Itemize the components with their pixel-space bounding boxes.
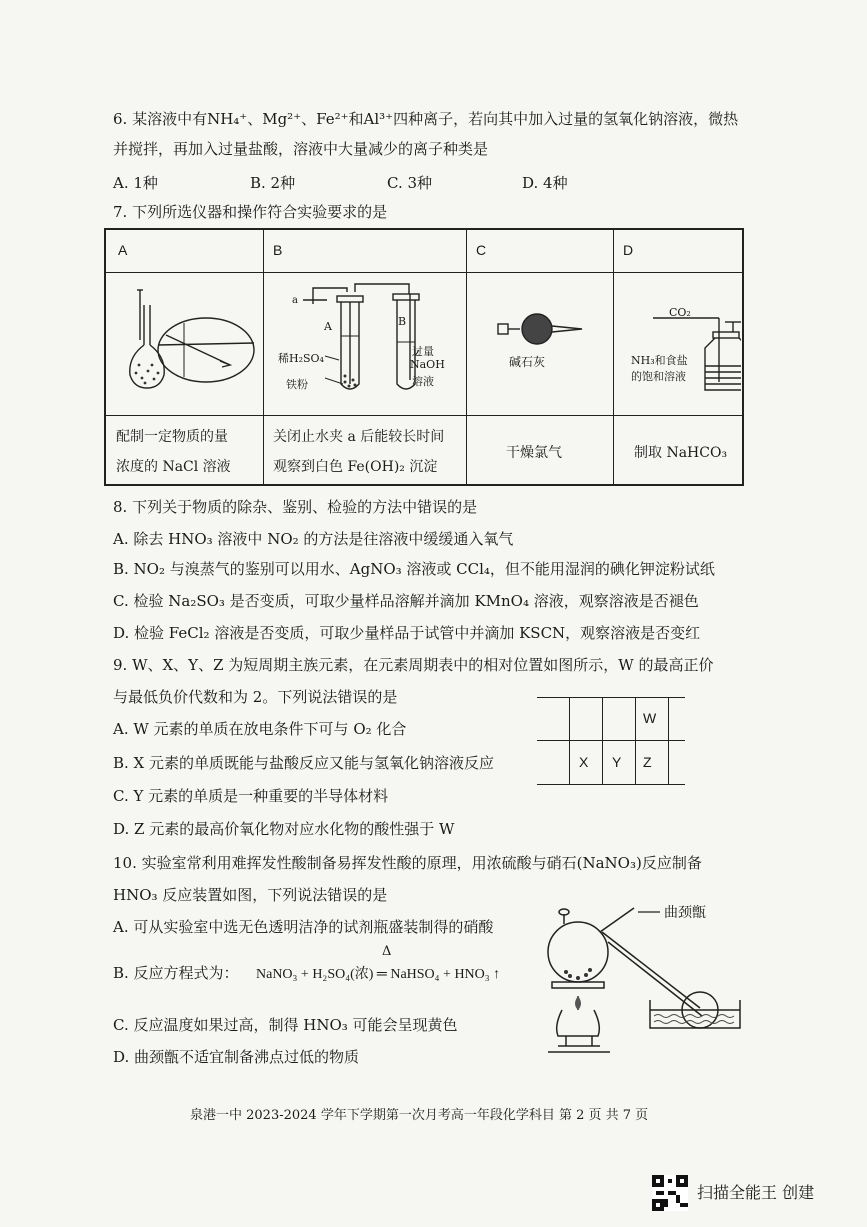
- qr-code-icon: [652, 1175, 688, 1211]
- q6-option-b: B. 2种: [250, 174, 296, 192]
- co2-label: CO₂: [669, 306, 691, 319]
- q9-line2: 与最低负价代数和为 2。下列说法错误的是: [113, 688, 398, 706]
- q10-equation: NaNO₃ + H₂SO₄(浓) ═ NaHSO₄ + HNO₃ ↑: [256, 967, 501, 982]
- q9-option-b: B. X 元素的单质既能与盐酸反应又能与氢氧化钠溶液反应: [113, 754, 495, 772]
- test-tube-apparatus: [269, 280, 464, 412]
- volumetric-flask-diagram: [120, 285, 260, 400]
- scanner-watermark: 扫描全能王 创建: [697, 1183, 815, 1202]
- heat-symbol: Δ: [382, 944, 392, 959]
- q7-desc-b2: 观察到白色 Fe(OH)₂ 沉淀: [273, 459, 438, 475]
- soda-lime-label: 碱石灰: [509, 355, 546, 369]
- q9-option-c: C. Y 元素的单质是一种重要的半导体材料: [113, 787, 389, 805]
- q7-stem: 7. 下列所选仪器和操作符合实验要求的是: [113, 203, 388, 221]
- retort-apparatus-diagram: [540, 900, 745, 1060]
- q7-table: [104, 228, 744, 486]
- q8-stem: 8. 下列关于物质的除杂、鉴别、检验的方法中错误的是: [113, 498, 478, 516]
- drying-tube-diagram: [494, 310, 594, 350]
- q7-desc-a2: 浓度的 NaCl 溶液: [116, 459, 231, 475]
- q7-header-d: D: [623, 242, 634, 258]
- q6-line2: 并搅拌，再加入过量盐酸，溶液中大量减少的离子种类是: [113, 140, 489, 158]
- q7-header-a: A: [118, 242, 128, 258]
- solution-label: 溶液: [412, 375, 434, 388]
- q8-option-b: B. NO₂ 与溴蒸气的鉴别可以用水、AgNO₃ 溶液或 CCl₄，但不能用湿润的碘化钾淀粉试纸: [113, 560, 715, 578]
- q7-header-c: C: [476, 242, 487, 258]
- element-x: X: [579, 754, 589, 770]
- q6-option-d: D. 4种: [522, 174, 568, 192]
- q8-option-a: A. 除去 HNO₃ 溶液中 NO₂ 的方法是往溶液中缓缓通入氧气: [113, 530, 514, 548]
- q7-header-b: B: [273, 242, 283, 258]
- periodic-table-grid: [537, 697, 685, 785]
- element-z: Z: [643, 754, 652, 770]
- retort-label: 曲颈甑: [664, 905, 706, 921]
- naoh-label: NaOH: [410, 358, 445, 371]
- tube-a-label: A: [324, 320, 332, 333]
- q7-desc-d: 制取 NaHCO₃: [634, 445, 728, 461]
- element-y: Y: [612, 754, 622, 770]
- element-w: W: [643, 710, 657, 726]
- tube-b-label: B: [398, 315, 407, 328]
- q6-line1: 6. 某溶液中有NH₄⁺、Mg²⁺、Fe²⁺和Al³⁺四种离子，若向其中加入过量的氢氧化钠溶液，微热: [113, 110, 739, 128]
- q7-desc-a1: 配制一定物质的量: [116, 429, 228, 445]
- excess-label: 过量: [412, 345, 434, 358]
- q10-line1: 10. 实验室常利用难挥发性酸制备易挥发性酸的原理，用浓硫酸与硝石(NaNO₃)反应制备: [113, 854, 702, 872]
- q8-option-c: C. 检验 Na₂SO₃ 是否变质，可取少量样品溶解并滴加 KMnO₄ 溶液，观察溶液是否褪色: [113, 592, 699, 610]
- clamp-a-label: a: [292, 295, 298, 306]
- q9-option-a: A. W 元素的单质在放电条件下可与 O₂ 化合: [113, 720, 407, 738]
- q10-option-d: D. 曲颈甑不适宜制备沸点过低的物质: [113, 1048, 360, 1066]
- q9-option-d: D. Z 元素的最高价氧化物对应水化物的酸性强于 W: [113, 820, 455, 838]
- q7-desc-b1: 关闭止水夹 a 后能较长时间: [273, 429, 445, 445]
- dilute-h2so4-label: 稀H₂SO₄: [278, 352, 324, 365]
- q10-line2: HNO₃ 反应装置如图，下列说法错误的是: [113, 886, 388, 904]
- q10-option-c: C. 反应温度如果过高，制得 HNO₃ 可能会呈现黄色: [113, 1016, 458, 1034]
- q10-option-a: A. 可从实验室中选无色透明洁净的试剂瓶盛装制得的硝酸: [113, 918, 494, 936]
- q9-line1: 9. W、X、Y、Z 为短周期主族元素，在元素周期表中的相对位置如图所示，W 的最高正价: [113, 656, 714, 674]
- iron-powder-label: 铁粉: [286, 378, 308, 391]
- q6-option-c: C. 3种: [387, 174, 433, 192]
- nh3-salt-label: NH₃和食盐: [631, 354, 688, 367]
- q6-option-a: A. 1种: [113, 174, 158, 192]
- saturated-solution-label: 的饱和溶液: [631, 370, 686, 383]
- q7-desc-c: 干燥氯气: [506, 445, 562, 461]
- page-footer: 泉港一中 2023-2024 学年下学期第一次月考高一年段化学科目 第 2 页 共 7 页: [190, 1108, 649, 1123]
- q10-option-b-prefix: B. 反应方程式为：: [113, 964, 239, 982]
- q8-option-d: D. 检验 FeCl₂ 溶液是否变质，可取少量样品于试管中并滴加 KSCN，观察溶液是否变红: [113, 624, 701, 642]
